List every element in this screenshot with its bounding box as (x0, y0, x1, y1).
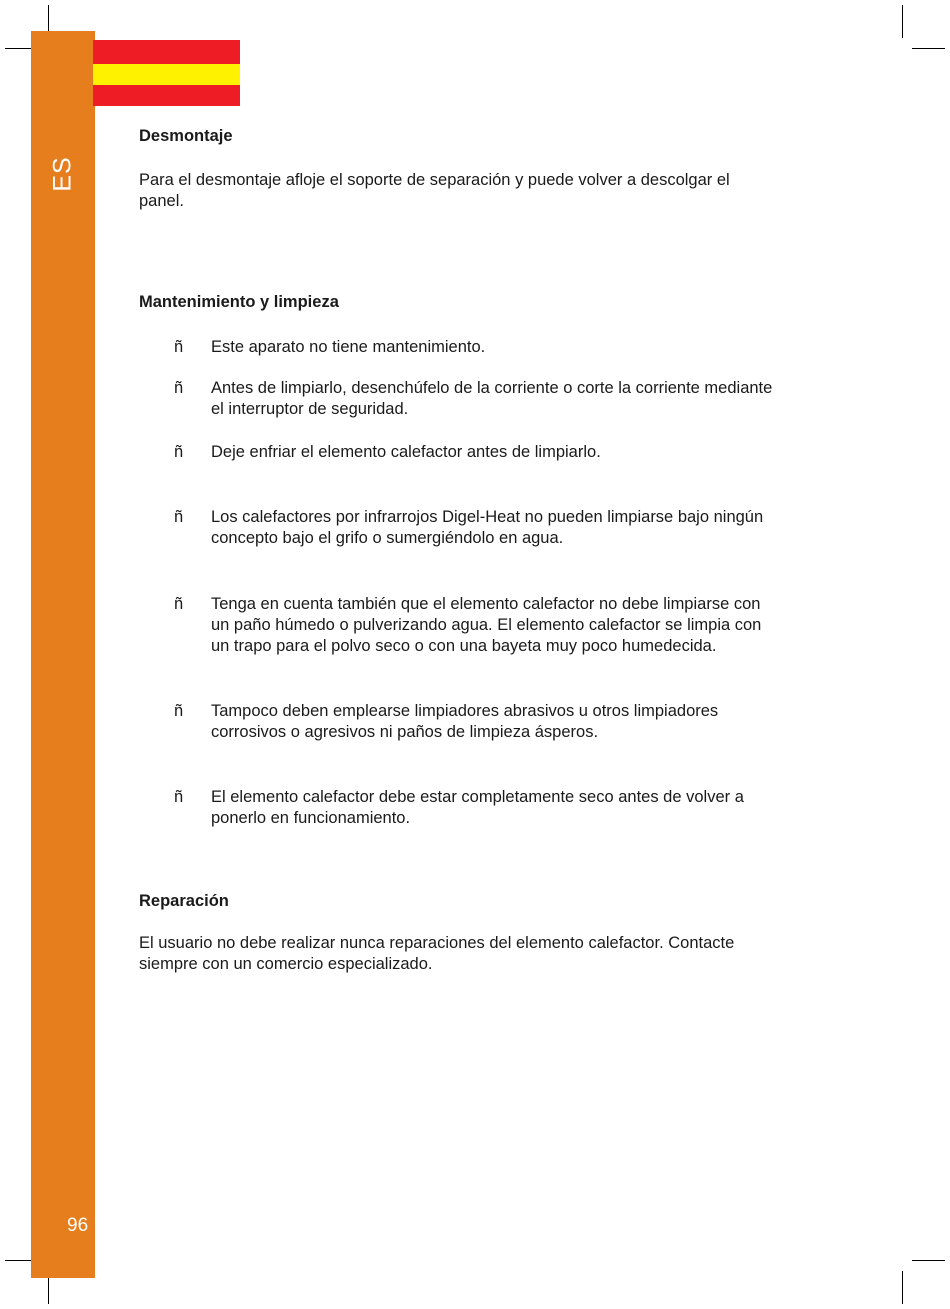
bullet-text (211, 378, 831, 420)
bullet-text (211, 442, 831, 463)
bullet-text (211, 507, 831, 549)
spain-flag-icon (93, 40, 240, 106)
bullet-line: concepto bajo el grifo o sumergiéndolo en agua. (211, 529, 564, 547)
section-body-desmontaje (139, 170, 819, 212)
bullet-marker: ñ (174, 379, 184, 397)
body-line: panel. (139, 192, 184, 210)
bullet-line: Antes de limpiarlo, desenchúfelo de la corriente o corte la corriente mediante (211, 379, 773, 397)
page-number: 96 (67, 1215, 89, 1236)
bullet-line: Este aparato no tiene mantenimiento. (211, 338, 486, 356)
bullet-marker: ñ (174, 702, 184, 720)
bullet-line: Tampoco deben emplearse limpiadores abrasivos u otros limpiadores (211, 702, 719, 720)
section-body-reparacion (139, 933, 819, 975)
bullet-line: corrosivos o agresivos ni paños de limpieza ásperos. (211, 723, 599, 741)
crop-mark-bottom-right-horizontal (912, 1260, 945, 1261)
language-sidebar (31, 31, 95, 1278)
crop-mark-top-right-horizontal (912, 48, 945, 49)
bullet-line: ponerlo en funcionamiento. (211, 809, 411, 827)
section-title-reparacion: Reparación (139, 892, 229, 910)
language-code: ES (48, 156, 77, 192)
section-title-desmontaje: Desmontaje (139, 127, 233, 145)
bullet-line: Los calefactores por infrarrojos Digel-Heat no pueden limpiarse bajo ningún (211, 508, 764, 526)
bullet-text (211, 594, 831, 657)
body-line: El usuario no debe realizar nunca reparaciones del elemento calefactor. Contacte (139, 934, 735, 952)
crop-mark-top-right-vertical (902, 5, 903, 38)
flag-stripe-red-top (93, 40, 240, 64)
bullet-line: un paño húmedo o pulverizando agua. El elemento calefactor se limpia con (211, 616, 762, 634)
bullet-marker: ñ (174, 508, 184, 526)
body-line: siempre con un comercio especializado. (139, 955, 433, 973)
bullet-marker: ñ (174, 788, 184, 806)
bullet-text (211, 337, 831, 358)
bullet-line: Deje enfriar el elemento calefactor antes de limpiarlo. (211, 443, 601, 461)
bullet-marker: ñ (174, 595, 184, 613)
bullet-line: un trapo para el polvo seco o con una bayeta muy poco humedecida. (211, 637, 717, 655)
flag-stripe-yellow (93, 64, 240, 85)
bullet-text (211, 787, 831, 829)
bullet-line: Tenga en cuenta también que el elemento calefactor no debe limpiarse con (211, 595, 761, 613)
section-title-mantenimiento: Mantenimiento y limpieza (139, 293, 339, 311)
body-line: Para el desmontaje afloje el soporte de separación y puede volver a descolgar el (139, 171, 730, 189)
bullet-text (211, 701, 831, 743)
bullet-marker: ñ (174, 338, 184, 356)
crop-mark-bottom-right-vertical (902, 1271, 903, 1304)
bullet-marker: ñ (174, 443, 184, 461)
bullet-line: el interruptor de seguridad. (211, 400, 409, 418)
bullet-line: El elemento calefactor debe estar completamente seco antes de volver a (211, 788, 744, 806)
flag-stripe-red-bottom (93, 85, 240, 106)
